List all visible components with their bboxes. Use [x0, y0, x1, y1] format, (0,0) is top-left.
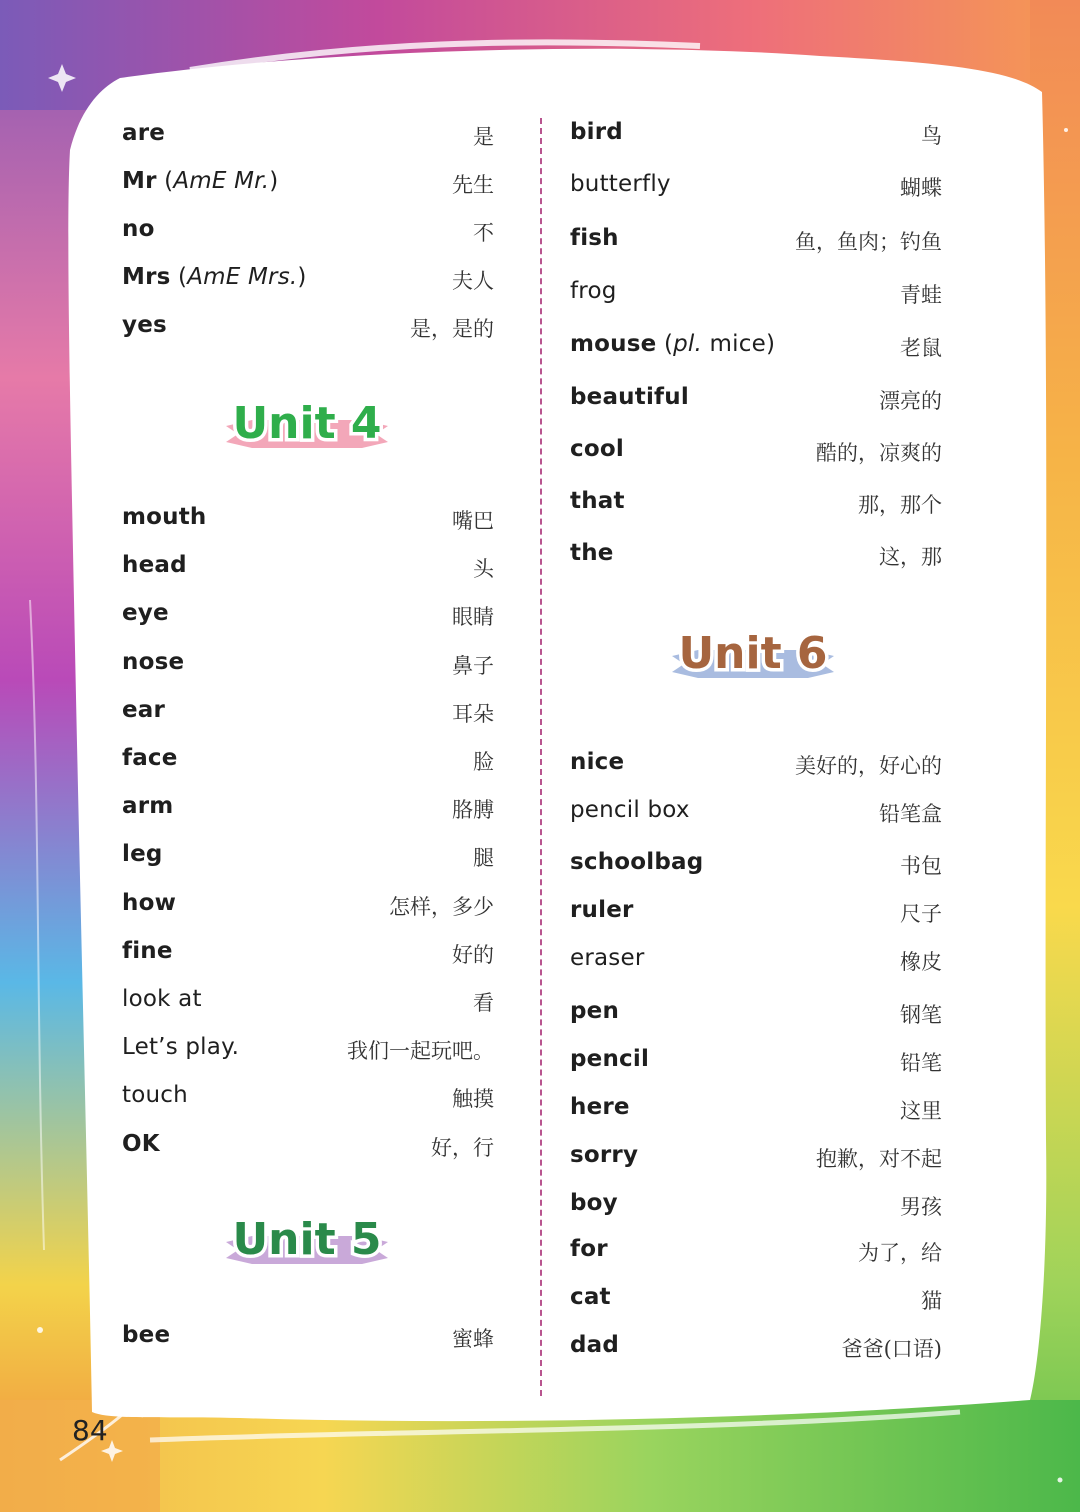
- word-en: Mrs (AmE Mrs.): [122, 264, 307, 290]
- word-zh: 这里: [900, 1099, 942, 1123]
- list-item: [570, 849, 942, 889]
- word-zh: 腿: [473, 846, 494, 871]
- list-item: [570, 998, 942, 1038]
- list-item: [570, 540, 942, 580]
- word-zh: 蜜蜂: [452, 1327, 494, 1351]
- word-en: yes: [122, 312, 167, 338]
- word-zh: 好的: [452, 942, 494, 967]
- list-item: [122, 649, 494, 689]
- unit-5-heading: [222, 1208, 392, 1272]
- word-zh: 抱歉，对不起: [816, 1147, 942, 1171]
- word-en: beautiful: [570, 384, 689, 410]
- list-item: [570, 1142, 942, 1182]
- list-item: [122, 216, 494, 256]
- list-item: [570, 225, 942, 265]
- list-item: [122, 552, 494, 592]
- list-item: [570, 1332, 942, 1372]
- word-en: nice: [570, 749, 625, 775]
- word-en: face: [122, 745, 178, 771]
- word-en: here: [570, 1094, 630, 1120]
- list-item: [122, 1322, 494, 1362]
- word-en: bird: [570, 119, 623, 145]
- word-en: leg: [122, 841, 163, 868]
- unit-title: Unit 6: [678, 628, 828, 679]
- word-en: how: [122, 889, 177, 916]
- list-item: [570, 384, 942, 424]
- column-divider: [540, 118, 542, 1396]
- word-zh: 看: [473, 991, 494, 1015]
- left-column: [122, 0, 494, 1512]
- word-zh: 好，行: [431, 1135, 494, 1160]
- word-en: mouse (pl. mice): [570, 331, 776, 357]
- word-zh: 嘴巴: [452, 509, 494, 533]
- list-item: [122, 120, 494, 160]
- list-item: [570, 278, 942, 318]
- word-en: dad: [570, 1332, 620, 1358]
- word-en: ear: [122, 696, 166, 723]
- word-en: eraser: [570, 945, 645, 971]
- list-item: [570, 797, 942, 837]
- word-en: pen: [570, 998, 620, 1024]
- list-item: [122, 986, 494, 1026]
- word-zh: 书包: [900, 854, 942, 878]
- list-item: [122, 600, 494, 640]
- usage-note: AmE Mr.: [173, 168, 270, 194]
- list-item: [122, 168, 494, 208]
- word-en: pencil box: [570, 797, 690, 823]
- word-en: touch: [122, 1082, 188, 1109]
- list-item: [570, 1046, 942, 1086]
- list-item: [122, 890, 494, 930]
- word-zh: 美好的，好心的: [795, 754, 942, 778]
- list-item: [122, 264, 494, 304]
- list-item: [122, 1034, 494, 1074]
- unit-title: Unit 4: [232, 398, 382, 449]
- word-en: arm: [122, 793, 174, 820]
- word-en: look at: [122, 986, 202, 1012]
- word-en: frog: [570, 278, 617, 304]
- word-zh: 漂亮的: [879, 389, 942, 413]
- word-zh: 尺子: [900, 902, 942, 926]
- list-item: [570, 171, 942, 211]
- word-en: no: [122, 216, 155, 242]
- list-item: [570, 897, 942, 937]
- word-en: ruler: [570, 897, 634, 923]
- word-zh: 眼睛: [452, 605, 494, 630]
- list-item: [122, 1131, 494, 1171]
- word-zh: 触摸: [452, 1087, 494, 1112]
- word-zh: 不: [473, 221, 494, 245]
- list-item: [570, 1190, 942, 1230]
- word-zh: 鱼，鱼肉；钓鱼: [795, 230, 942, 254]
- list-item: [570, 1284, 942, 1324]
- word-zh: 青蛙: [900, 283, 942, 307]
- word-zh: 鼻子: [452, 653, 494, 678]
- word-zh: 酷的，凉爽的: [816, 441, 942, 465]
- list-item: [122, 697, 494, 737]
- word-en: nose: [122, 648, 185, 675]
- word-en: Let’s play.: [122, 1034, 240, 1061]
- word-zh: 这，那: [879, 545, 942, 569]
- list-item: [570, 488, 942, 528]
- word-zh: 猫: [921, 1289, 942, 1313]
- right-column: [570, 0, 942, 1512]
- word-en: head: [122, 552, 187, 579]
- word-en: boy: [570, 1190, 618, 1216]
- list-item: [570, 1236, 942, 1276]
- word-en: that: [570, 488, 625, 514]
- word-en: cool: [570, 436, 624, 462]
- word-en: Mr (AmE Mr.): [122, 168, 279, 194]
- word-en: pencil: [570, 1046, 650, 1072]
- word-en: fish: [570, 225, 619, 251]
- word-zh: 男孩: [900, 1195, 942, 1219]
- unit-title: Unit 5: [232, 1214, 382, 1265]
- word-en: sorry: [570, 1142, 639, 1168]
- list-item: [122, 938, 494, 978]
- list-item: [122, 793, 494, 833]
- list-item: [570, 436, 942, 476]
- word-zh: 胳膊: [452, 798, 494, 823]
- list-item: [122, 504, 494, 544]
- usage-note: AmE Mrs.: [187, 264, 298, 290]
- list-item: [570, 1094, 942, 1134]
- list-item: [570, 945, 942, 985]
- unit-4-heading: [222, 392, 392, 456]
- word-zh: 鸟: [921, 124, 942, 148]
- word-zh: 头: [473, 557, 494, 582]
- list-item: [122, 312, 494, 352]
- list-item: [570, 331, 942, 371]
- list-item: [570, 749, 942, 789]
- word-zh: 橡皮: [900, 950, 942, 974]
- word-en: fine: [122, 937, 173, 964]
- list-item: [122, 841, 494, 881]
- word-en: are: [122, 120, 166, 146]
- list-item: [122, 1082, 494, 1122]
- word-zh: 耳朵: [452, 701, 494, 726]
- word-en: schoolbag: [570, 849, 704, 875]
- page-number: 84: [72, 1414, 108, 1447]
- word-en: for: [570, 1236, 608, 1262]
- word-en: eye: [122, 600, 169, 627]
- word-zh: 那，那个: [858, 493, 942, 517]
- word-zh: 先生: [452, 173, 494, 197]
- word-zh: 是: [473, 125, 494, 149]
- word-en: cat: [570, 1284, 611, 1310]
- word-zh: 蝴蝶: [900, 176, 942, 200]
- word-en: bee: [122, 1322, 171, 1348]
- list-item: [122, 745, 494, 785]
- list-item: [570, 119, 942, 159]
- word-zh: 怎样，多少: [389, 894, 494, 919]
- word-en: OK: [122, 1130, 160, 1157]
- word-zh: 钢笔: [900, 1003, 942, 1027]
- word-en: the: [570, 540, 614, 566]
- word-zh: 夫人: [452, 269, 494, 293]
- usage-note: pl.: [673, 331, 703, 357]
- word-zh: 铅笔盒: [879, 802, 942, 826]
- word-zh: 铅笔: [900, 1051, 942, 1075]
- word-en: butterfly: [570, 171, 671, 197]
- word-zh: 为了，给: [858, 1241, 942, 1265]
- word-zh: 我们一起玩吧。: [347, 1039, 494, 1064]
- word-zh: 爸爸(口语): [841, 1337, 942, 1361]
- word-zh: 是，是的: [410, 317, 494, 341]
- word-en: mouth: [122, 504, 207, 530]
- word-zh: 脸: [473, 750, 494, 774]
- unit-6-heading: [668, 622, 838, 686]
- word-zh: 老鼠: [900, 336, 942, 360]
